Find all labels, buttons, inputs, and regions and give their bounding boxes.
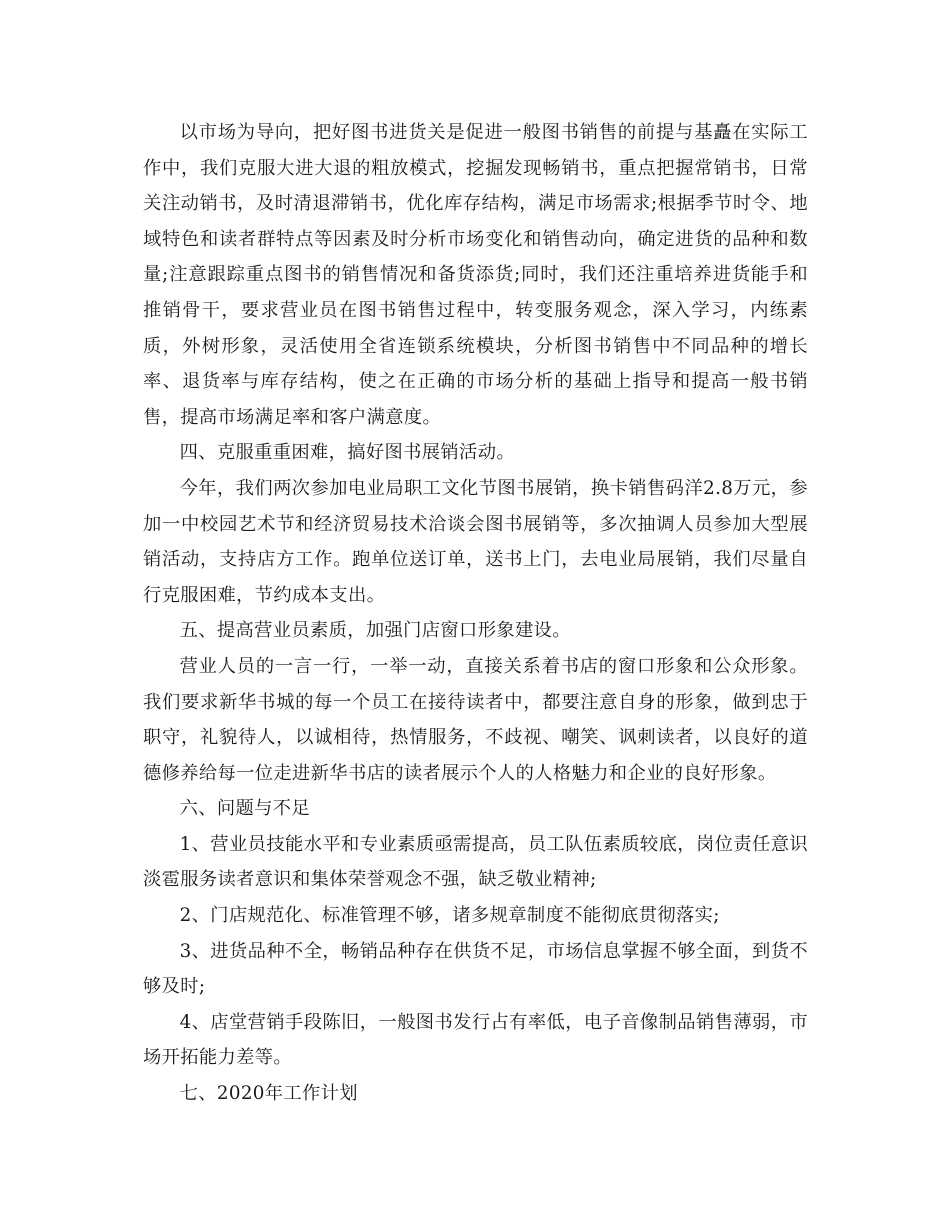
heading-problems: 六、问题与不足 xyxy=(179,798,311,820)
document-body xyxy=(143,115,808,1112)
heading-exhibition: 四、克服重重困难，搞好图书展销活动。 xyxy=(179,442,515,464)
paragraph-purchasing: 以市场为导向，把好图书进货关是促进一般图书销售的前提与基矗在实际工作中，我们克服大进大退的粗放模式，挖掘发现畅销书，重点把握常销书，日常关注动销书，及时清退滞销书，优化库存结构，满足市场需求;根据季节时令、地域特色和读者群特点等因素及时分析市场变化和销售动向，确定进货的品种和数量;注意跟踪重点图书的销售情况和备货添货;同时，我们还注重培养进货能手和推销骨干，要求营业员在图书销售过程中，转变服务观念，深入学习，内练素质，外树形象，灵活使用全省连锁系统模块，分析图书销售中不同品种的增长率、退货率与库存结构，使之在正确的市场分析的基础上指导和提高一般书销售，提高市场满足率和客户满意度。 xyxy=(143,122,808,428)
heading-staff-quality: 五、提高营业员素质，加强门店窗口形象建设。 xyxy=(179,620,571,642)
problem-item-3: 3、进货品种不全，畅销品种存在供货不足，市场信息掌握不够全面，到货不够及时; xyxy=(143,940,808,998)
paragraph-staff-quality: 营业人员的一言一行，一举一动，直接关系着书店的窗口形象和公众形象。我们要求新华书城的每一个员工在接待读者中，都要注意自身的形象，做到忠于职守，礼貌待人，以诚相待，热情服务，不歧视、嘲笑、讽刺读者，以良好的道德修养给每一位走进新华书店的读者展示个人的人格魅力和企业的良好形象。 xyxy=(143,655,808,784)
problem-item-4: 4、店堂营销手段陈旧，一般图书发行占有率低，电子音像制品销售薄弱，市场开拓能力差等。 xyxy=(143,1011,808,1069)
problem-item-1: 1、营业员技能水平和专业素质亟需提高，员工队伍素质较底，岗位责任意识淡雹服务读者意识和集体荣誉观念不强，缺乏敬业精神; xyxy=(143,833,808,891)
problem-item-2: 2、门店规范化、标准管理不够，诸多规章制度不能彻底贯彻落实; xyxy=(179,905,720,927)
heading-work-plan: 七、2020年工作计划 xyxy=(179,1083,358,1105)
paragraph-exhibition: 今年，我们两次参加电业局职工文化节图书展销，换卡销售码洋2.8万元，参加一中校园艺术节和经济贸易技术洽谈会图书展销等，多次抽调人员参加大型展销活动，支持店方工作。跑单位送订单，送书上门，去电业局展销，我们尽量自行克服困难，节约成本支出。 xyxy=(143,477,808,606)
